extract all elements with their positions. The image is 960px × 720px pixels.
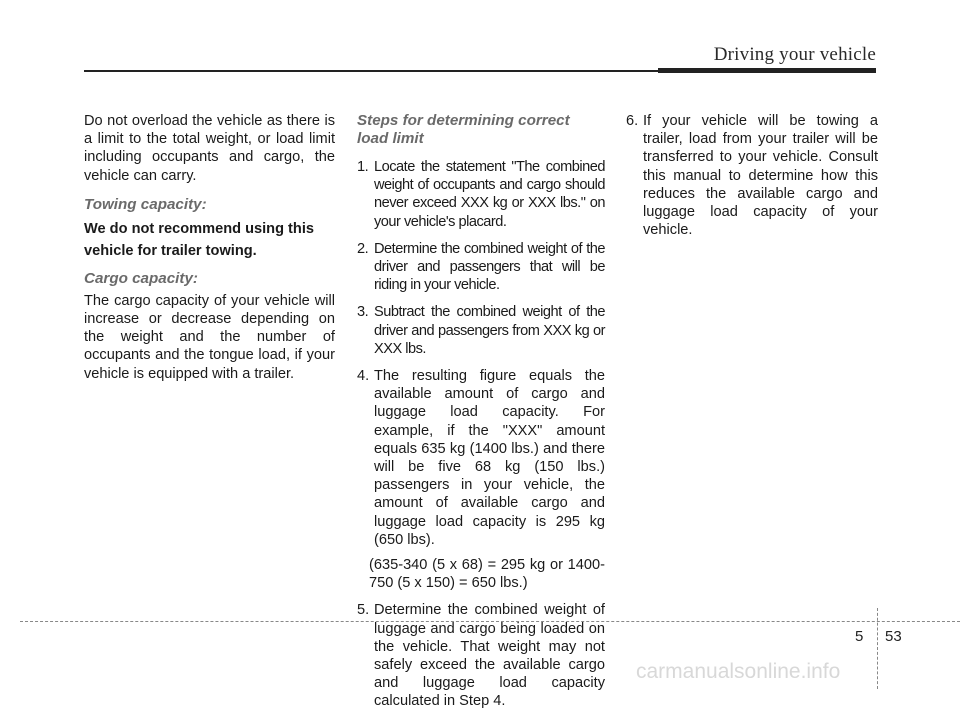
load-limit-steps-continued — [357, 601, 605, 710]
calculation-example: (635-340 (5 x 68) = 295 kg or 1400-750 (5 x 150) = 650 lbs.) — [369, 557, 605, 592]
step-number: 3. — [357, 304, 369, 321]
step-text: Determine the combined weight of the driver and passengers that will be riding in your vehicle. — [374, 240, 605, 294]
step-text: If your vehicle will be towing a trailer, load from your trailer will be transferred to your vehicle. Consult this manual to determine how this reduces the available cargo and luggage load capacity of your vehicle. — [643, 113, 878, 239]
trailer-step — [626, 112, 878, 239]
column-right — [626, 112, 878, 248]
list-item — [357, 601, 605, 710]
header-rule-accent — [658, 68, 876, 73]
step-number: 6. — [626, 113, 639, 129]
list-item — [626, 112, 878, 239]
load-limit-heading: Steps for determining correct load limit — [357, 112, 570, 147]
cargo-capacity-heading: Cargo capacity: — [84, 269, 198, 287]
step-number: 1. — [357, 159, 369, 175]
footer-rule — [20, 621, 960, 622]
step-number: 2. — [357, 240, 369, 257]
page-number: 53 — [885, 628, 902, 645]
list-item — [357, 367, 605, 549]
section-number: 5 — [855, 628, 864, 645]
list-item — [357, 240, 605, 295]
step-text: The resulting figure equals the available amount of cargo and luggage load capacity. For example, if the "XXX" amount equals 635 kg (1400 lbs.) and there will be five 68 kg (150 lbs.) passengers in your vehicle, the amount of available cargo and luggage load capacity is 295 kg (650 lbs). — [374, 368, 605, 548]
footer-divider — [877, 608, 878, 689]
column-middle — [357, 112, 605, 720]
watermark-text: carmanualsonline.info — [636, 660, 841, 683]
list-item — [357, 158, 605, 231]
list-item — [357, 303, 605, 358]
step-number: 4. — [357, 368, 370, 385]
column-left — [84, 112, 335, 394]
step-number: 5. — [357, 602, 370, 619]
load-limit-steps — [357, 158, 605, 549]
step-text: Subtract the combined weight of the driver and passengers from XXX kg or XXX lbs. — [374, 304, 605, 357]
towing-capacity-heading: Towing capacity: — [84, 195, 207, 213]
step-text: Locate the statement "The combined weight of occupants and cargo should never exceed XXX kg or XXX lbs." on your vehicle's placard. — [374, 159, 605, 230]
page-header-title: Driving your vehicle — [713, 44, 876, 65]
towing-capacity-text: We do not recommend using this vehicle for trailer towing. — [84, 220, 315, 259]
intro-paragraph: Do not overload the vehicle as there is a limit to the total weight, or load limit including occupants and cargo, the vehicle can carry. — [84, 113, 335, 184]
cargo-capacity-text: The cargo capacity of your vehicle will increase or decrease depending on the weight and the number of occupants and the tongue load, if your vehicle is equipped with a trailer. — [84, 292, 335, 382]
header-rule — [84, 70, 658, 72]
step-text: Determine the combined weight of luggage and cargo being loaded on the vehicle. That weight may not safely exceed the available cargo and luggage load capacity calculated in Step 4. — [374, 602, 605, 710]
